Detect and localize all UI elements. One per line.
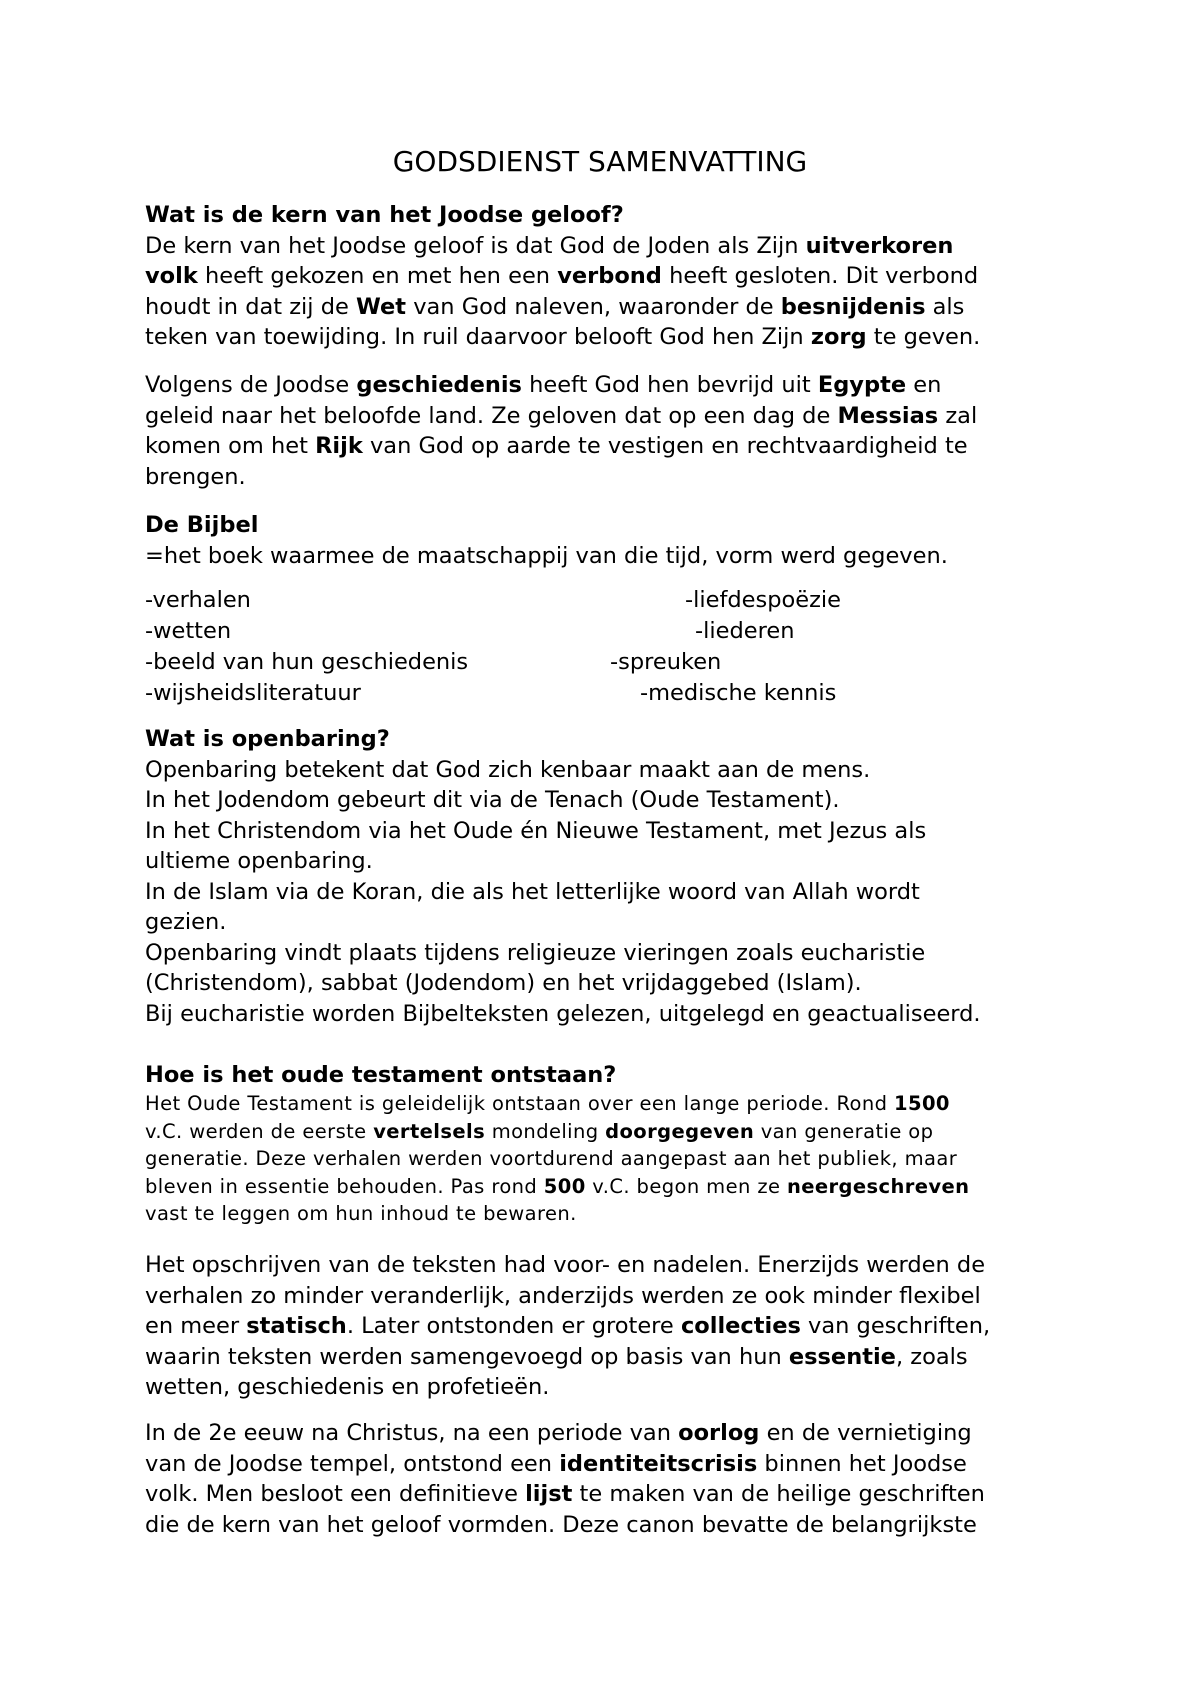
- emphasis-term: zorg: [810, 324, 867, 350]
- text-line: [145, 1090, 1075, 1118]
- list-item: -liederen: [695, 618, 795, 644]
- text-line: [145, 1449, 1075, 1480]
- emphasis-term: oorlog: [678, 1420, 760, 1446]
- emphasis-term: doorgegeven: [605, 1119, 755, 1143]
- section-heading: Wat is de kern van het Joodse geloof?: [145, 202, 624, 228]
- text-line: [145, 401, 1075, 432]
- text-line: [145, 431, 1075, 462]
- text-line: [145, 370, 1075, 401]
- section-openbaring: [145, 724, 1075, 1029]
- emphasis-term: essentie: [788, 1343, 896, 1370]
- text-run: van geschriften,: [800, 1313, 991, 1339]
- text-run: bleven in essentie behouden. Pas rond: [145, 1174, 544, 1198]
- text-line: In de Islam via de Koran, die als het letterlijke woord van Allah wordt: [145, 878, 920, 905]
- list-item: -spreuken: [610, 649, 722, 675]
- text-run: Volgens de Joodse: [145, 372, 357, 398]
- emphasis-term: statisch: [246, 1313, 347, 1339]
- text-run: en: [906, 372, 942, 398]
- emphasis-term: 1500: [894, 1092, 950, 1115]
- text-run: waarin teksten werden samengevoegd op basis van hun: [145, 1343, 789, 1370]
- section-oude-testament-intro: [145, 1090, 1075, 1228]
- text-line: [145, 1418, 1075, 1449]
- paragraph: [145, 370, 1075, 492]
- emphasis-term: Rijk: [315, 433, 363, 459]
- emphasis-term: Wet: [356, 293, 407, 320]
- section-opschrijven: [145, 1250, 1075, 1403]
- section-heading: Wat is openbaring?: [145, 726, 390, 752]
- list-item: -beeld van hun geschiedenis: [145, 649, 469, 675]
- emphasis-term: Messias: [837, 402, 939, 429]
- text-line: In het Christendom via het Oude én Nieuwe Testament, met Jezus als: [145, 817, 927, 844]
- text-line: [145, 261, 1075, 292]
- text-run: heeft gesloten. Dit verbond: [661, 263, 979, 289]
- text-run: vast te leggen om hun inhoud te bewaren.: [145, 1202, 577, 1225]
- text-line: [145, 462, 1075, 493]
- text-run: teken van toewijding. In ruil daarvoor belooft God hen Zijn: [145, 324, 811, 350]
- paragraph: [145, 231, 1075, 353]
- paragraph: [145, 1250, 1075, 1403]
- emphasis-term: uitverkoren: [805, 232, 954, 259]
- text-line: [145, 1145, 1075, 1173]
- text-line: [145, 1479, 1075, 1510]
- list-item: -verhalen: [145, 587, 251, 613]
- text-run: heeft God hen bevrijd uit: [521, 372, 818, 398]
- paragraph: [145, 1090, 1075, 1228]
- text-run: van de Joodse tempel, ontstond een: [145, 1450, 560, 1477]
- text-run: wetten, geschiedenis en profetieën.: [145, 1374, 550, 1400]
- emphasis-term: lijst: [525, 1481, 573, 1507]
- section-joodse-geschiedenis: [145, 370, 1075, 492]
- text-line: [145, 1372, 1075, 1403]
- text-run: generatie. Deze verhalen werden voortdurend aangepast aan het publiek, maar: [145, 1147, 958, 1170]
- text-run: en meer: [145, 1313, 247, 1339]
- text-line: [145, 322, 1075, 353]
- text-line: In het Jodendom gebeurt dit via de Tenach (Oude Testament).: [145, 787, 840, 813]
- text-run: binnen het Joodse: [757, 1450, 967, 1477]
- bijbel-definition: =het boek waarmee de maatschappij van die tijd, vorm werd gegeven.: [145, 542, 948, 569]
- text-run: die de kern van het geloof vormden. Deze canon bevatte de belangrijkste: [145, 1511, 977, 1538]
- emphasis-term: 500: [543, 1174, 586, 1198]
- list-item: -wijsheidsliteratuur: [145, 680, 361, 706]
- text-run: , zoals: [895, 1343, 968, 1370]
- text-run: volk. Men besloot een definitieve: [145, 1481, 526, 1507]
- emphasis-term: geschiedenis: [356, 372, 522, 398]
- emphasis-term: besnijdenis: [780, 293, 926, 320]
- text-line: Openbaring betekent dat God zich kenbaar maakt aan de mens.: [145, 756, 871, 783]
- text-line: [145, 1281, 1075, 1312]
- text-run: heeft gekozen en met hen een: [197, 263, 558, 289]
- text-run: als: [925, 293, 965, 320]
- section-bijbel: [145, 510, 1075, 571]
- text-line: [145, 1118, 1075, 1146]
- text-run: houdt in dat zij de: [145, 293, 356, 320]
- emphasis-term: vertelsels: [373, 1119, 486, 1143]
- text-run: en de vernietiging: [759, 1420, 972, 1446]
- text-run: Het opschrijven van de teksten had voor- en nadelen. Enerzijds werden de: [145, 1252, 986, 1278]
- emphasis-term: volk: [145, 263, 198, 289]
- text-line: [145, 292, 1075, 323]
- text-run: komen om het: [145, 433, 316, 459]
- text-line: gezien.: [145, 909, 227, 935]
- text-line: [145, 231, 1075, 262]
- text-run: v.C. werden de eerste: [145, 1119, 374, 1143]
- text-run: van God op aarde te vestigen en rechtvaardigheid te: [362, 433, 968, 459]
- text-run: . Later ontstonden er grotere: [346, 1313, 681, 1339]
- section-joodse-geloof: [145, 200, 1075, 353]
- page-title: GODSDIENST SAMENVATTING: [392, 145, 808, 178]
- text-run: mondeling: [485, 1119, 606, 1143]
- text-line: ultieme openbaring.: [145, 848, 373, 874]
- emphasis-term: verbond: [557, 263, 662, 289]
- text-run: In de 2e eeuw na Christus, na een periode van: [145, 1420, 679, 1446]
- text-line: (Christendom), sabbat (Jodendom) en het vrijdaggebed (Islam).: [145, 970, 862, 996]
- section-heading: Hoe is het oude testament ontstaan?: [145, 1062, 617, 1088]
- text-run: te maken van de heilige geschriften: [572, 1481, 985, 1507]
- section-oude-testament: [145, 1060, 1075, 1091]
- list-item: -medische kennis: [640, 680, 837, 706]
- text-line: [145, 1200, 1075, 1228]
- text-run: zal: [938, 402, 978, 429]
- list-item: -wetten: [145, 618, 232, 644]
- text-line: Bij eucharistie worden Bijbelteksten gelezen, uitgelegd en geactualiseerd.: [145, 1000, 981, 1027]
- text-run: van God naleven, waaronder de: [406, 293, 781, 320]
- text-line: [145, 1342, 1075, 1373]
- text-line: Openbaring vindt plaats tijdens religieuze vieringen zoals eucharistie: [145, 939, 926, 966]
- text-run: te geven.: [866, 324, 981, 350]
- text-run: verhalen zo minder veranderlijk, anderzijds werden ze ook minder flexibel: [145, 1282, 981, 1309]
- text-run: geleid naar het beloofde land. Ze geloven dat op een dag de: [145, 402, 838, 429]
- text-line: [145, 1311, 1075, 1342]
- text-run: van generatie op: [754, 1119, 934, 1143]
- emphasis-term: collecties: [680, 1313, 801, 1339]
- text-run: Het Oude Testament is geleidelijk ontstaan over een lange periode. Rond: [145, 1092, 895, 1115]
- emphasis-term: Egypte: [817, 372, 907, 398]
- section-canon: [145, 1418, 1075, 1540]
- section-heading: De Bijbel: [145, 512, 259, 538]
- text-run: v.C. begon men ze: [585, 1174, 787, 1198]
- text-run: brengen.: [145, 463, 246, 490]
- emphasis-term: neergeschreven: [786, 1174, 970, 1198]
- text-line: [145, 1510, 1075, 1541]
- paragraph: [145, 1418, 1075, 1540]
- text-line: [145, 1173, 1075, 1201]
- list-item: -liefdespoëzie: [685, 587, 842, 613]
- text-line: [145, 1250, 1075, 1281]
- emphasis-term: identiteitscrisis: [559, 1450, 758, 1477]
- text-run: De kern van het Joodse geloof is dat God de Joden als Zijn: [145, 232, 806, 259]
